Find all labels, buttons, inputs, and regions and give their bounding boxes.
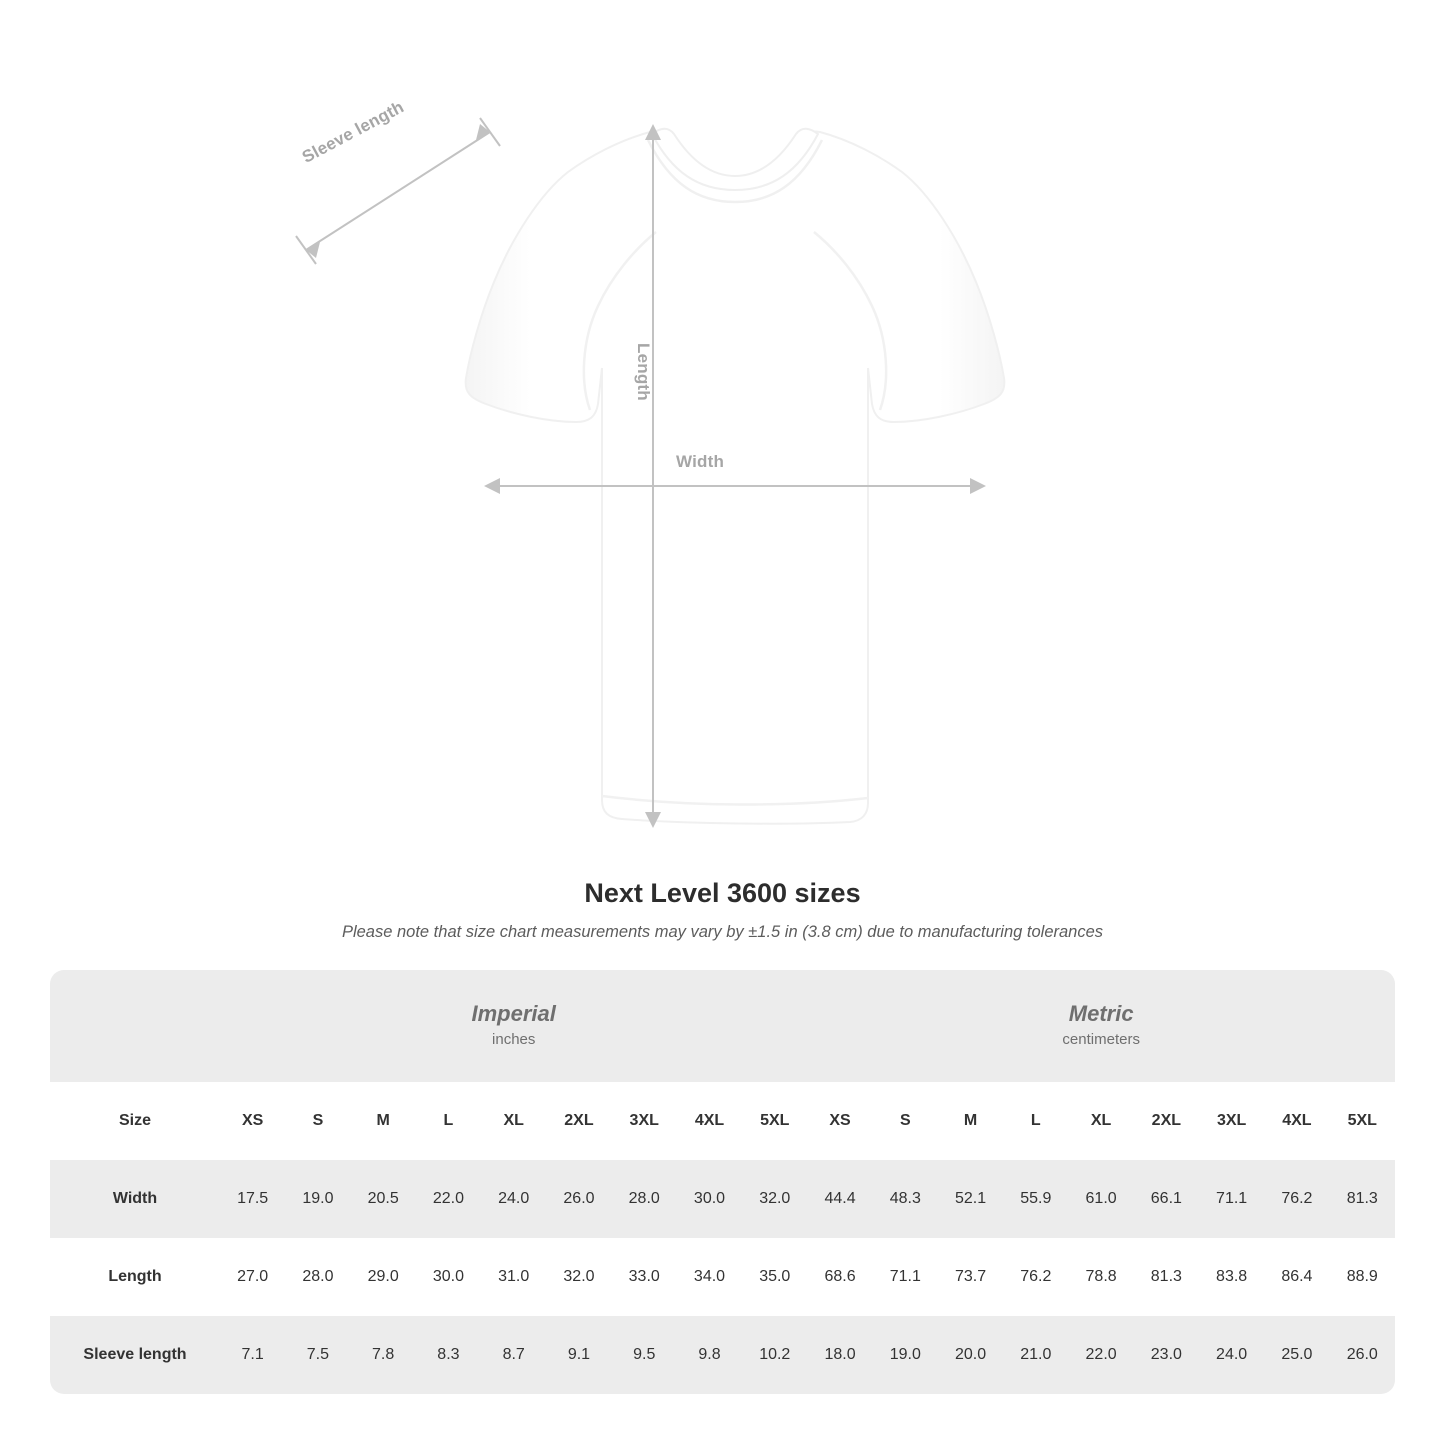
measurement-cell: 35.0	[742, 1238, 807, 1316]
size-header-cell: 4XL	[677, 1082, 742, 1160]
size-header-cell: XS	[220, 1082, 285, 1160]
measurement-cell: 48.3	[873, 1160, 938, 1238]
page-title: Next Level 3600 sizes	[584, 878, 861, 908]
size-header-label: Size	[50, 1082, 220, 1160]
measurement-cell: 22.0	[416, 1160, 481, 1238]
size-header-cell: XL	[1068, 1082, 1133, 1160]
measurement-cell: 71.1	[873, 1238, 938, 1316]
measurement-cell: 7.5	[285, 1316, 350, 1394]
measurement-cell: 81.3	[1134, 1238, 1199, 1316]
measurement-cell: 68.6	[807, 1238, 872, 1316]
size-header-cell: 2XL	[1134, 1082, 1199, 1160]
measurement-cell: 10.2	[742, 1316, 807, 1394]
measurement-cell: 32.0	[742, 1160, 807, 1238]
unit-header-row	[50, 970, 1395, 1082]
measurement-cell: 9.5	[612, 1316, 677, 1394]
measurement-cell: 27.0	[220, 1238, 285, 1316]
size-header-cell: M	[938, 1082, 1003, 1160]
measurement-cell: 44.4	[807, 1160, 872, 1238]
size-header-cell: S	[873, 1082, 938, 1160]
size-header-cell: 2XL	[546, 1082, 611, 1160]
measurement-cell: 28.0	[612, 1160, 677, 1238]
measurement-cell: 7.1	[220, 1316, 285, 1394]
length-label: Length	[634, 343, 653, 401]
size-table-container	[50, 970, 1395, 1394]
size-header-cell: 3XL	[612, 1082, 677, 1160]
measurement-cell: 71.1	[1199, 1160, 1264, 1238]
measurement-cell: 86.4	[1264, 1238, 1329, 1316]
measurement-cell: 25.0	[1264, 1316, 1329, 1394]
width-arrow	[480, 470, 990, 502]
measurement-cell: 52.1	[938, 1160, 1003, 1238]
measurement-cell: 8.3	[416, 1316, 481, 1394]
measurement-cell: 61.0	[1068, 1160, 1133, 1238]
measurement-cell: 55.9	[1003, 1160, 1068, 1238]
sleeve-length-arrow	[290, 110, 520, 270]
measurement-cell: 78.8	[1068, 1238, 1133, 1316]
size-header-cell: L	[416, 1082, 481, 1160]
measurement-cell: 29.0	[351, 1238, 416, 1316]
measurement-cell: 76.2	[1003, 1238, 1068, 1316]
sleeve-length-label: Sleeve length	[299, 97, 407, 167]
measurement-cell: 18.0	[807, 1316, 872, 1394]
measurement-cell: 76.2	[1264, 1160, 1329, 1238]
imperial-title: Imperial	[471, 1001, 556, 1027]
measurement-cell: 30.0	[677, 1160, 742, 1238]
measurement-cell: 32.0	[546, 1238, 611, 1316]
measurement-cell: 28.0	[285, 1238, 350, 1316]
measurement-cell: 19.0	[285, 1160, 350, 1238]
measurement-cell: 34.0	[677, 1238, 742, 1316]
measurement-cell: 21.0	[1003, 1316, 1068, 1394]
metric-title: Metric	[1068, 1001, 1134, 1027]
unit-header-imperial	[220, 970, 807, 1082]
size-header-cell: S	[285, 1082, 350, 1160]
size-header-cell: 5XL	[1330, 1082, 1395, 1160]
unit-header-metric	[807, 970, 1395, 1082]
measurement-cell: 33.0	[612, 1238, 677, 1316]
row-label-width: Width	[50, 1160, 220, 1238]
measurement-cell: 7.8	[351, 1316, 416, 1394]
tolerance-note: Please note that size chart measurements may vary by ±1.5 in (3.8 cm) due to manufacturing tolerances	[341, 923, 1104, 941]
measurement-cell: 20.0	[938, 1316, 1003, 1394]
size-header-cell: 3XL	[1199, 1082, 1264, 1160]
measurement-cell: 83.8	[1199, 1238, 1264, 1316]
size-header-cell: XS	[807, 1082, 872, 1160]
measurement-cell: 8.7	[481, 1316, 546, 1394]
size-header-row	[50, 1082, 1395, 1160]
measurement-cell: 23.0	[1134, 1316, 1199, 1394]
measurement-cell: 30.0	[416, 1238, 481, 1316]
size-header-cell: M	[351, 1082, 416, 1160]
table-row	[50, 1238, 1395, 1316]
measurement-cell: 73.7	[938, 1238, 1003, 1316]
measurement-cell: 9.1	[546, 1316, 611, 1394]
imperial-unit: inches	[492, 1030, 536, 1048]
size-header-cell: 4XL	[1264, 1082, 1329, 1160]
measurement-cell: 22.0	[1068, 1316, 1133, 1394]
measurement-cell: 31.0	[481, 1238, 546, 1316]
row-label-length: Length	[50, 1238, 220, 1316]
size-header-cell: XL	[481, 1082, 546, 1160]
unit-header-spacer	[50, 970, 220, 1082]
row-label-sleeve-length: Sleeve length	[50, 1316, 220, 1394]
measurement-cell: 19.0	[873, 1316, 938, 1394]
size-header-cell: L	[1003, 1082, 1068, 1160]
size-table	[50, 970, 1395, 1394]
measurement-cell: 26.0	[1330, 1316, 1395, 1394]
table-row	[50, 1316, 1395, 1394]
measurement-cell: 20.5	[351, 1160, 416, 1238]
size-header-cell: 5XL	[742, 1082, 807, 1160]
measurement-cell: 24.0	[1199, 1316, 1264, 1394]
measurement-cell: 9.8	[677, 1316, 742, 1394]
width-label: Width	[676, 452, 725, 471]
measurement-cell: 17.5	[220, 1160, 285, 1238]
measurement-cell: 26.0	[546, 1160, 611, 1238]
measurement-cell: 66.1	[1134, 1160, 1199, 1238]
measurement-cell: 24.0	[481, 1160, 546, 1238]
measurement-cell: 81.3	[1330, 1160, 1395, 1238]
table-row	[50, 1160, 1395, 1238]
measurement-cell: 88.9	[1330, 1238, 1395, 1316]
metric-unit: centimeters	[1062, 1030, 1140, 1048]
